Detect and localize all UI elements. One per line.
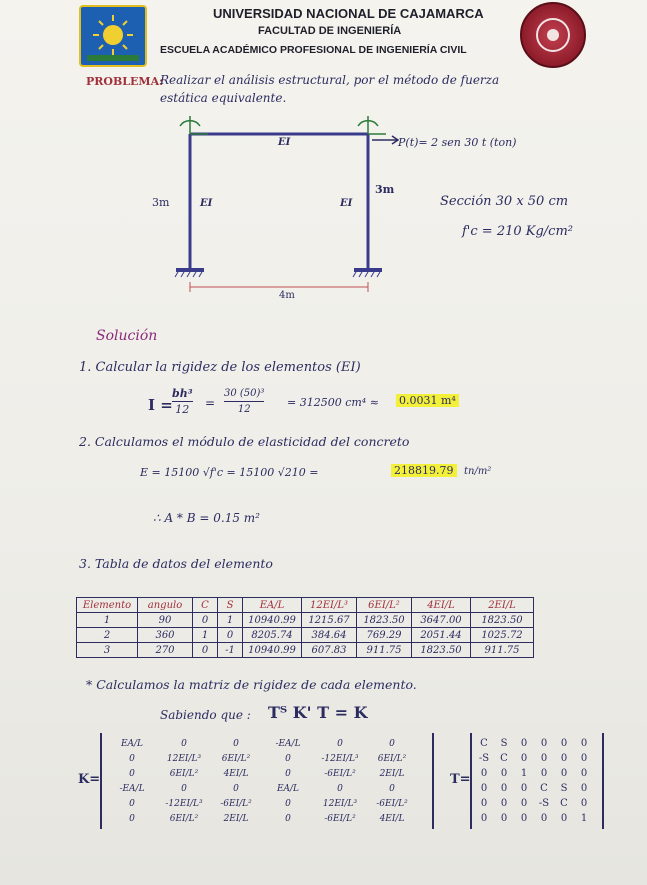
load-arrow-icon (372, 136, 398, 144)
matrix-cell: EA/L (120, 738, 144, 749)
element-data-table (76, 597, 534, 658)
matrix-cell: C (500, 753, 508, 764)
elastic-modulus-highlight: 218819.79 (391, 464, 457, 477)
matrix-cell: 0 (520, 783, 528, 794)
matrix-cell: 0 (480, 798, 488, 809)
cell: 911.75 (471, 643, 534, 658)
matrix-row (106, 781, 418, 796)
matrix-cell: 1 (520, 768, 528, 779)
matrix-cell: -12EI/L³ (165, 798, 203, 809)
cell: 8205.74 (243, 628, 302, 643)
matrix-row (106, 766, 418, 781)
matrix-cell: 0 (129, 813, 135, 824)
university-name: UNIVERSIDAD NACIONAL DE CAJAMARCA (213, 6, 484, 21)
cell: 1025.72 (471, 628, 534, 643)
inertia-highlight: 0.0031 m⁴ (396, 394, 459, 407)
matrix-cell: 0 (540, 753, 548, 764)
matrix-cell: 0 (129, 753, 135, 764)
matrix-cell: 6EI/L² (169, 813, 199, 824)
cell: 1 (218, 613, 243, 628)
cell: 0 (218, 628, 243, 643)
matrix-cell: 2EI/L (379, 768, 405, 779)
matrix-cell: 0 (520, 738, 528, 749)
elastic-modulus-unit: tn/m² (464, 466, 492, 477)
span-label: 4m (279, 290, 295, 301)
problem-label: PROBLEMA: (86, 75, 164, 88)
cell: 384.64 (302, 628, 357, 643)
elastic-modulus-formula: E = 15100 √f'c = 15100 √210 = (140, 466, 319, 479)
left-column-ei-label: EI (200, 198, 213, 209)
right-node-dof-arrows-icon (358, 116, 386, 134)
cell: 1823.50 (471, 613, 534, 628)
left-support-icon (175, 268, 204, 277)
matrix-cell: 0 (520, 798, 528, 809)
matrix-cell: -S (538, 798, 550, 809)
matrix-cell: 0 (500, 768, 508, 779)
cell: 0 (193, 643, 218, 658)
table-row (77, 643, 534, 658)
header-angulo: angulo (138, 598, 193, 613)
k-matrix-label: K= (78, 772, 101, 787)
matrix-row (474, 796, 594, 811)
matrix-cell: 0 (520, 813, 528, 824)
matrix-cell: 0 (500, 783, 508, 794)
matrix-cell: -6EI/L² (376, 798, 408, 809)
matrix-cell: 0 (540, 813, 548, 824)
inertia-equals: = (205, 396, 216, 410)
load-label: P(t)= 2 sen 30 t (ton) (398, 136, 517, 149)
cell: 90 (138, 613, 193, 628)
matrix-cell: 6EI/L² (169, 768, 199, 779)
cell: 3 (77, 643, 138, 658)
right-height-label: 3m (375, 183, 395, 196)
matrix-row (474, 736, 594, 751)
matrix-cell: 6EI/L² (221, 753, 251, 764)
frame-diagram (0, 0, 647, 310)
matrix-cell: 0 (580, 738, 588, 749)
matrix-cell: 4EI/L (379, 813, 405, 824)
matrix-cell: -EA/L (119, 783, 145, 794)
cell: 1823.50 (357, 613, 412, 628)
matrix-cell: 1 (580, 813, 588, 824)
cell: 0 (193, 613, 218, 628)
cell: 911.75 (357, 643, 412, 658)
matrix-cell: 0 (580, 753, 588, 764)
matrix-cell: -6EI/L² (324, 768, 356, 779)
matrix-row (106, 796, 418, 811)
right-support-icon (353, 268, 382, 277)
faculty-name: FACULTAD DE INGENIERÍA (258, 25, 402, 37)
area-result: ∴ A * B = 0.15 m² (153, 511, 260, 525)
beam-ei-label: EI (278, 137, 291, 148)
matrix-cell: 0 (285, 768, 291, 779)
matrix-cell: 12EI/L³ (166, 753, 202, 764)
matrix-cell: -6EI/L² (220, 798, 252, 809)
step-2: 2. Calculamos el módulo de elasticidad del concreto (79, 434, 410, 449)
matrix-cell: 0 (389, 783, 395, 794)
matrix-cell: S (560, 783, 568, 794)
cell: 2 (77, 628, 138, 643)
cell: 10940.99 (243, 613, 302, 628)
knowing-label: Sabiendo que : (160, 708, 251, 722)
header-12ei-l3: 12EI/L³ (302, 598, 357, 613)
inertia-numerator: bh³ (172, 387, 193, 400)
t-matrix (474, 736, 594, 826)
cell: 1 (193, 628, 218, 643)
matrix-cell: 0 (129, 768, 135, 779)
matrix-cell: 0 (560, 813, 568, 824)
header-6ei-l2: 6EI/L² (357, 598, 412, 613)
inertia-lhs: I = (148, 396, 173, 414)
matrix-cell: 0 (233, 783, 239, 794)
header-c: C (193, 598, 218, 613)
cell: 1215.67 (302, 613, 357, 628)
matrix-cell: 0 (129, 798, 135, 809)
matrix-cell: 0 (560, 768, 568, 779)
cell: 769.29 (357, 628, 412, 643)
concrete-strength-label: f'c = 210 Kg/cm² (462, 224, 574, 239)
step-3: 3. Tabla de datos del elemento (79, 556, 273, 571)
school-name: ESCUELA ACADÉMICO PROFESIONAL DE INGENIERÍA CIVIL (160, 44, 467, 56)
matrix-cell: 0 (520, 753, 528, 764)
k-matrix (106, 736, 418, 826)
problem-line-1: Realizar el análisis estructural, por el método de fuerza (160, 73, 500, 87)
matrix-row (106, 811, 418, 826)
matrix-cell: -EA/L (275, 738, 301, 749)
matrix-cell: -6EI/L² (324, 813, 356, 824)
inertia-fraction-2 (224, 386, 264, 417)
matrix-cell: 0 (540, 768, 548, 779)
transformation-identity: Tᵀ K' T = K (268, 703, 368, 722)
header-elemento: Elemento (77, 598, 138, 613)
matrix-cell: 0 (480, 783, 488, 794)
matrix-cell: 0 (580, 798, 588, 809)
cell: 10940.99 (243, 643, 302, 658)
matrix-cell: 0 (337, 738, 343, 749)
matrix-cell: 0 (500, 798, 508, 809)
cell: 270 (138, 643, 193, 658)
matrix-cell: 0 (337, 783, 343, 794)
header-4ei-l: 4EI/L (412, 598, 471, 613)
cell: 3647.00 (412, 613, 471, 628)
matrix-cell: C (480, 738, 488, 749)
matrix-cell: C (560, 798, 568, 809)
matrix-cell: 0 (233, 738, 239, 749)
left-height-label: 3m (152, 196, 170, 209)
matrix-row (474, 751, 594, 766)
inertia-denominator-2: 12 (237, 404, 251, 415)
matrix-row (106, 751, 418, 766)
cell: 1 (77, 613, 138, 628)
cell: -1 (218, 643, 243, 658)
matrix-cell: 0 (480, 768, 488, 779)
matrix-cell: 0 (540, 738, 548, 749)
matrix-cell: 0 (285, 753, 291, 764)
inertia-numerator-2: 30 (50)³ (224, 386, 264, 402)
matrix-cell: 0 (389, 738, 395, 749)
matrix-cell: 0 (285, 813, 291, 824)
table-header-row (77, 598, 534, 613)
matrix-row (474, 811, 594, 826)
matrix-cell: 0 (560, 753, 568, 764)
header-ea-l: EA/L (243, 598, 302, 613)
stiffness-intro: * Calculamos la matriz de rigidez de cada elemento. (86, 677, 417, 692)
matrix-cell: EA/L (276, 783, 300, 794)
table-row (77, 628, 534, 643)
cell: 1823.50 (412, 643, 471, 658)
inertia-denominator: 12 (175, 403, 190, 416)
inertia-fraction (172, 386, 193, 417)
matrix-cell: 0 (480, 813, 488, 824)
section-label: Sección 30 x 50 cm (440, 194, 569, 209)
step-1: 1. Calcular la rigidez de los elementos (EI) (79, 360, 361, 375)
matrix-cell: 12EI/L³ (322, 798, 358, 809)
matrix-cell: -12EI/L³ (321, 753, 359, 764)
matrix-cell: 2EI/L (223, 813, 249, 824)
matrix-row (106, 736, 418, 751)
left-node-dof-arrows-icon (180, 116, 208, 134)
matrix-cell: 0 (580, 768, 588, 779)
cell: 2051.44 (412, 628, 471, 643)
matrix-cell: 0 (580, 783, 588, 794)
cell: 607.83 (302, 643, 357, 658)
solution-title: Solución (96, 328, 158, 344)
matrix-cell: C (540, 783, 548, 794)
header-s: S (218, 598, 243, 613)
problem-line-2: estática equivalente. (160, 91, 287, 105)
matrix-cell: 0 (181, 738, 187, 749)
matrix-cell: 0 (181, 783, 187, 794)
matrix-cell: 4EI/L (223, 768, 249, 779)
cell: 360 (138, 628, 193, 643)
table-row (77, 613, 534, 628)
matrix-cell: 0 (500, 813, 508, 824)
matrix-row (474, 766, 594, 781)
matrix-cell: 6EI/L² (377, 753, 407, 764)
inertia-result: = 312500 cm⁴ ≈ (287, 396, 379, 409)
matrix-cell: 0 (560, 738, 568, 749)
matrix-row (474, 781, 594, 796)
header-2ei-l: 2EI/L (471, 598, 534, 613)
matrix-cell: -S (478, 753, 490, 764)
matrix-cell: S (500, 738, 508, 749)
matrix-cell: 0 (285, 798, 291, 809)
t-matrix-label: T= (450, 772, 471, 787)
right-column-ei-label: EI (340, 198, 353, 209)
